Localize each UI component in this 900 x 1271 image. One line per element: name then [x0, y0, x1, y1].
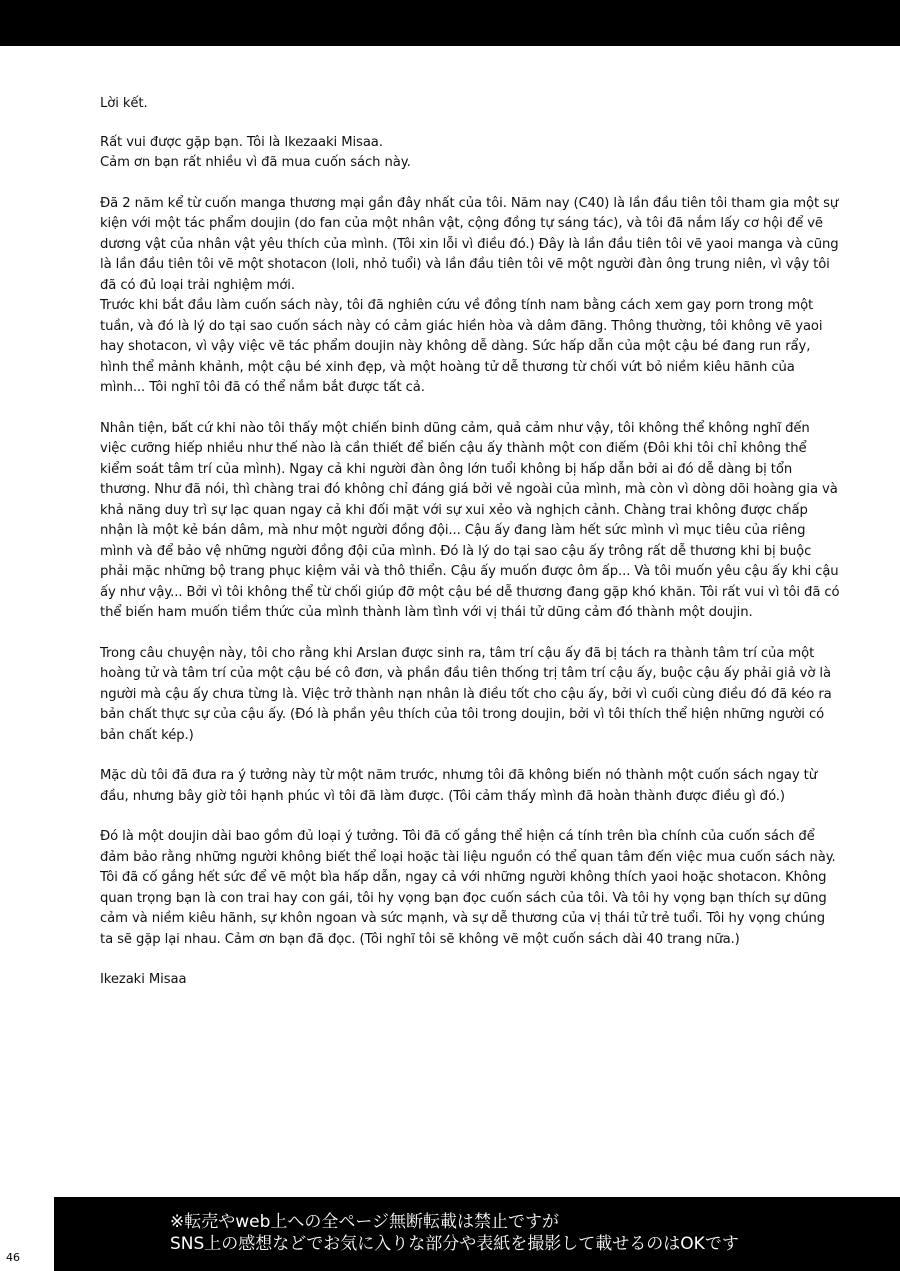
paragraph: Đã 2 năm kể từ cuốn manga thương mại gần đây nhất của tôi. Năm nay (C40) là lần đầu tiên tôi tham gia một sự kiện với một tác phẩm doujin (do fan của một nhân vật, cộng đồng tự sáng tác), và tôi đã nắm lấy cơ hội để vẽ dương vật của nhân vật yêu thích của mình. (Tôi xin lỗi vì điều đó.) Đây là lần đầu tiên tôi vẽ yaoi manga và cũng là lần đầu tiên tôi vẽ một shotacon (loli, nhỏ tuổi) và lần đầu tiên tôi vẽ một người đàn ông trung niên, vì vậy tôi đã có đủ loại trải nghiệm mới. — [100, 195, 839, 293]
afterword-text — [100, 94, 840, 1011]
bottom-notice-band — [54, 1197, 900, 1271]
paragraph: Trước khi bắt đầu làm cuốn sách này, tôi đã nghiên cứu về đồng tính nam bằng cách xem gay porn trong một tuần, và đó là lý do tại sao cuốn sách này có cảm giác hiền hòa và dâm đãng. Thông thường, tôi không vẽ yaoi hay shotacon, vì vậy việc vẽ tác phẩm doujin này không dễ dàng. Sức hấp dẫn của một cậu bé đang run rẩy, hình thể mảnh khảnh, một cậu bé xinh đẹp, và một hoàng tử dễ thương từ chối vứt bỏ niềm kiêu hãnh của mình... Tôi nghĩ tôi đã có thể nắm bắt được tất cả. — [100, 298, 823, 395]
paragraph: Nhân tiện, bất cứ khi nào tôi thấy một chiến binh dũng cảm, quả cảm như vậy, tôi không thể không nghĩ đến việc cưỡng hiếp nhiều như thế nào là cần thiết để biến cậu ấy thành một con điếm (Đôi khi tôi chỉ không thể kiểm soát tâm trí của mình). Ngay cả khi người đàn ông lớn tuổi không bị hấp dẫn bởi ai đó dễ dàng bị tổn thương. Như đã nói, thì chàng trai đó không chỉ đáng giá bởi vẻ ngoài của mình, mà còn vì dòng dõi hoàng gia và khả năng duy trì sự lạc quan ngay cả khi đối mặt với sự xui xẻo và nghịch cảnh. Chàng trai không được chấp nhận là một kẻ bán dâm, mà như một người đồng đội... Cậu ấy đang làm hết sức mình vì mục tiêu của riêng mình và để bảo vệ những người đồng đội của mình. Đó là lý do tại sao cậu ấy trông rất dễ thương khi bị buộc phải mặc những bộ trang phục kiệm vải và thô thiển. Cậu ấy muốn được ôm ấp... Và tôi muốn yêu cậu ấy khi cậu ấy như vậy... Bởi vì tôi không thể từ chối giúp đỡ một cậu bé dễ thương đang gặp khó khăn. Tôi rất vui vì tôi đã có thể biến ham muốn tiềm thức của mình thành làm tình với vị thái tử dũng cảm đó thành một doujin. — [100, 420, 840, 620]
afterword-heading: Lời kết. — [100, 96, 148, 111]
top-black-band — [0, 0, 900, 46]
paragraph: Đó là một doujin dài bao gồm đủ loại ý tưởng. Tôi đã cố gắng thể hiện cá tính trên bìa chính của cuốn sách để đảm bảo rằng những người không biết thể loại hoặc tài liệu nguồn có thể quan tâm đến việc mua cuốn sách này. Tôi đã cố gắng hết sức để vẽ một bìa hấp dẫn, ngay cả với những người không thích yaoi hoặc shotacon. Không quan trọng bạn là con trai hay con gái, tôi hy vọng bạn đọc cuốn sách của tôi. Và tôi hy vọng bạn thích sự dũng cảm và niềm kiêu hãnh, sự khôn ngoan và sức mạnh, và sự dễ thương của vị thái tử trẻ tuổi. Tôi hy vọng chúng ta sẽ gặp lại nhau. Cảm ơn bạn đã đọc. (Tôi nghĩ tôi sẽ không vẽ một cuốn sách dài 40 trang nữa.) — [100, 829, 836, 947]
intro-line: Rất vui được gặp bạn. Tôi là Ikezaaki Misaa. — [100, 134, 383, 150]
copyright-notice — [170, 1211, 739, 1255]
intro-line: Cảm ơn bạn rất nhiều vì đã mua cuốn sách này. — [100, 155, 411, 170]
notice-line-1: ※転売やweb上への全ページ無断転載は禁止ですが — [170, 1212, 560, 1232]
paragraph: Mặc dù tôi đã đưa ra ý tưởng này từ một năm trước, nhưng tôi đã không biến nó thành một cuốn sách ngay từ đầu, nhưng bây giờ tôi hạnh phúc vì tôi đã làm được. (Tôi cảm thấy mình đã hoàn thành được điều gì đó.) — [100, 768, 817, 804]
page-number: 46 — [6, 1251, 20, 1264]
paragraph: Trong câu chuyện này, tôi cho rằng khi Arslan được sinh ra, tâm trí cậu ấy đã bị tách ra thành tâm trí của một hoàng tử và tâm trí của một cậu bé cô đơn, và phần đầu tiên thống trị tâm trí cậu ấy, buộc cậu ấy phải giả vờ là người mà cậu ấy chưa từng là. Việc trở thành nạn nhân là điều tốt cho cậu ấy, bởi vì cuối cùng điều đó đã kéo ra bản chất thực sự của cậu ấy. (Đó là phần yêu thích của tôi trong doujin, bởi vì tôi thích thể hiện những người có bản chất kép.) — [100, 645, 832, 743]
author-signature: Ikezaki Misaa — [100, 972, 187, 987]
notice-line-2: SNS上の感想などでお気に入りな部分や表紙を撮影して載せるのはOKです — [170, 1234, 739, 1254]
